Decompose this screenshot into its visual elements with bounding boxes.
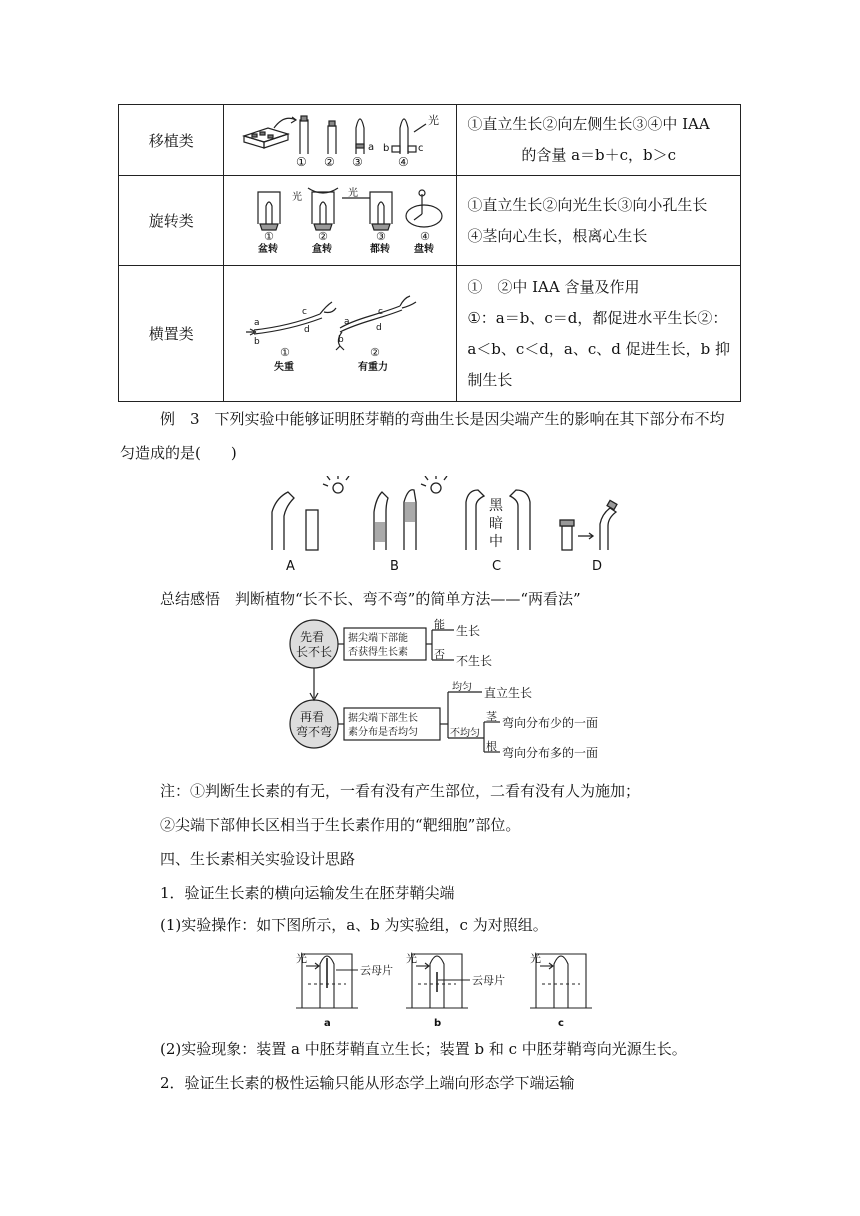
option-label-d: D [592, 559, 603, 574]
figure-cell [224, 266, 457, 402]
result-cell [457, 266, 741, 402]
option-label-c: C [492, 559, 502, 574]
result-bend-less: 弯向分布少的一面 [502, 716, 599, 730]
label-1: ① [264, 229, 275, 243]
result-cell [457, 105, 741, 176]
example-options-figure [262, 476, 622, 576]
label-3: ③ [352, 155, 364, 168]
transplant-figure [230, 108, 450, 168]
label-plate-rotate: 盘转 [414, 243, 435, 254]
label-1: ① [280, 345, 291, 359]
branch-even: 均匀 [452, 682, 472, 693]
box-text: 素分布是否均匀 [348, 727, 418, 738]
result-line: ①直立生长②向光生长③向小孔生长 [467, 195, 708, 214]
label-a: a [344, 316, 350, 327]
light-label: 光 [406, 952, 417, 965]
label-both-rotate: 都转 [370, 243, 391, 254]
section-item: 2．验证生长素的极性运输只能从形态学上端向形态学下端运输 [160, 1074, 575, 1092]
result-line: 制生长 [467, 370, 513, 389]
circle-text: 再看 [300, 710, 325, 724]
result-line: ① ②中 IAA 含量及作用 [467, 277, 640, 296]
light-label: 光 [296, 952, 307, 965]
label-c: c [302, 306, 308, 317]
option-label-a: A [286, 559, 295, 574]
result-bend-more: 弯向分布多的一面 [502, 746, 599, 760]
label-4: ④ [398, 155, 410, 168]
label-a: a [368, 142, 375, 153]
dark-text: 黑 [489, 498, 503, 514]
label-pot-rotate: 盆转 [258, 243, 279, 254]
branch-root: 根 [486, 740, 497, 753]
label-a: a [254, 317, 260, 328]
circle-text: 弯不弯 [296, 725, 333, 739]
example-question-line: 例 3 下列实验中能够证明胚芽鞘的弯曲生长是因尖端产生的影响在其下部分布不均 [160, 410, 725, 428]
section-item: 1．验证生长素的横向运输发生在胚芽鞘尖端 [160, 884, 455, 902]
branch-uneven: 不均匀 [450, 728, 480, 739]
note-line: 注：①判断生长素的有无，一看有没有产生部位，二看有没有人为施加； [160, 782, 641, 800]
label-b: b [254, 336, 261, 347]
label-c: c [378, 306, 384, 317]
result-cell [457, 176, 741, 266]
label-box-rotate: 盒转 [312, 243, 333, 254]
label-b: b [383, 143, 390, 154]
category-cell: 横置类 [119, 266, 224, 402]
box-text: 否获得生长素 [348, 647, 408, 658]
branch-no: 否 [434, 648, 445, 661]
box-text: 据尖端下部生长 [348, 713, 418, 724]
label-c: c [418, 143, 424, 154]
result-not-grow: 不生长 [456, 654, 493, 668]
box-text: 据尖端下部能 [348, 633, 408, 644]
result-grow: 生长 [456, 624, 481, 638]
note-line: ②尖端下部伸长区相当于生长素作用的“靶细胞”部位。 [160, 816, 521, 834]
dark-text: 中 [489, 534, 503, 550]
dark-text: 暗 [489, 516, 503, 532]
figure-cell [224, 176, 457, 266]
result-line: ④茎向心生长，根离心生长 [467, 226, 648, 245]
label-light: 光 [292, 191, 303, 203]
circle-text: 先看 [300, 630, 325, 644]
lateral-transport-figure [292, 940, 612, 1030]
table-row [119, 266, 741, 402]
result-straight: 直立生长 [484, 686, 533, 700]
label-4: ④ [420, 229, 431, 243]
label-light: 光 [348, 187, 359, 199]
experiment-operation: (1)实验操作：如下图所示，a、b 为实验组，c 为对照组。 [160, 916, 548, 934]
section-heading: 四、生长素相关实验设计思路 [160, 850, 356, 868]
mica-label: 云母片 [472, 974, 505, 987]
branch-stem: 茎 [486, 710, 497, 723]
horizontal-figure [240, 292, 440, 372]
label-gravity: 有重力 [358, 361, 389, 372]
branch-yes: 能 [434, 618, 445, 631]
category-cell: 移植类 [119, 105, 224, 176]
experiment-phenomenon: (2)实验现象：装置 a 中胚芽鞘直立生长；装置 b 和 c 中胚芽鞘弯向光源生长。 [160, 1040, 687, 1058]
mica-label: 云母片 [360, 964, 393, 977]
label-2: ② [318, 229, 329, 243]
category-cell: 旋转类 [119, 176, 224, 266]
rotation-figure [230, 184, 450, 254]
light-label: 光 [530, 952, 541, 965]
result-line: 的含量 a＝b＋c，b＞c [521, 146, 677, 164]
option-label-b: B [390, 559, 399, 574]
circle-text: 长不长 [296, 645, 333, 659]
summary-title: 总结感悟 判断植物“长不长、弯不弯”的简单方法——“两看法” [160, 590, 581, 608]
figure-label-b: b [434, 1018, 442, 1029]
label-1: ① [296, 155, 308, 168]
figure-label-c: c [558, 1018, 564, 1029]
label-d: d [304, 324, 311, 335]
result-line: a＜b、c＜d，a、c、d 促进生长，b 抑 [467, 339, 730, 358]
result-line: ①：a＝b、c＝d，都促进水平生长②： [467, 308, 728, 327]
table-row [119, 105, 741, 176]
label-3: ③ [376, 229, 387, 243]
label-2: ② [324, 155, 336, 168]
two-look-flowchart [288, 618, 628, 770]
figure-label-a: a [324, 1018, 331, 1029]
result-line: ①直立生长②向左侧生长③④中 IAA [467, 115, 710, 133]
label-weightless: 失重 [274, 361, 295, 372]
label-2: ② [370, 345, 381, 359]
label-b: b [338, 334, 345, 345]
label-light: 光 [428, 114, 440, 127]
experiment-table [118, 104, 741, 402]
label-d: d [376, 322, 383, 333]
figure-cell [224, 105, 457, 176]
example-question-line: 匀造成的是( ) [120, 444, 237, 462]
table-row [119, 176, 741, 266]
